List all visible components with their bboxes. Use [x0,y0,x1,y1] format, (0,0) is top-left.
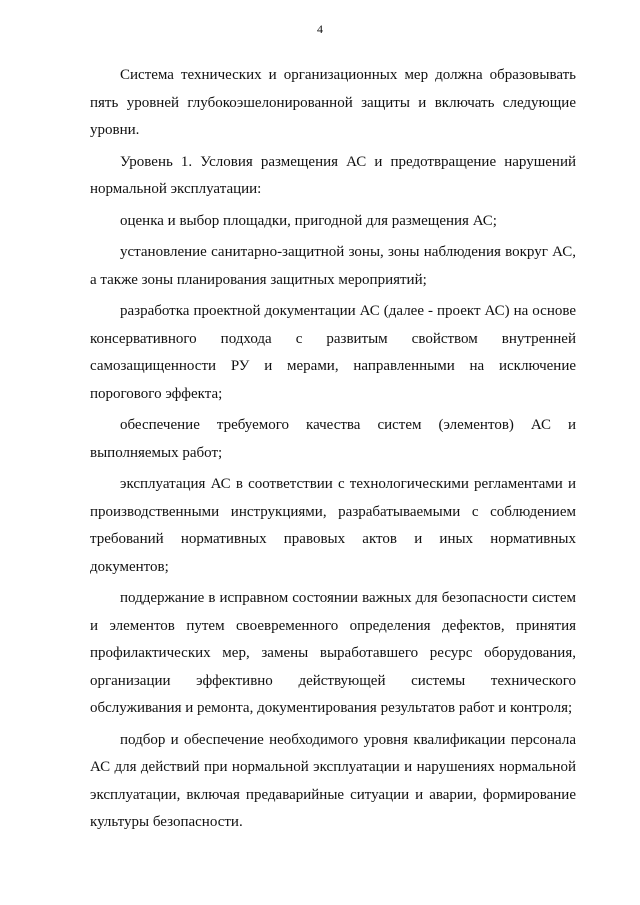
document-body [90,62,576,841]
paragraph-sanitary-zone: установление санитарно-защитной зоны, зоны наблюдения вокруг АС, а также зоны планирования защитных мероприятий; [90,244,576,288]
paragraph-intro: Система технических и организационных мер должна образовывать пять уровней глубокоэшелонированной защиты и включать следующие уровни. [90,67,576,138]
page-number: 4 [317,22,323,36]
paragraph-project-documentation: разработка проектной документации АС (далее - проект АС) на основе консервативного подхода с развитым свойством внутренней самозащищенности РУ и мерами, направленными на исключение порогового эффекта; [90,303,576,402]
paragraph-maintenance: поддержание в исправном состоянии важных для безопасности систем и элементов путем своевременного определения дефектов, принятия профилактических мер, замены выработавшего ресурс оборудования, организации эффективно действующей системы технического обслуживания и ремонта, документирования результатов работ и контроля; [90,590,576,716]
paragraph-level-1-heading: Уровень 1. Условия размещения АС и предотвращение нарушений нормальной эксплуатации: [90,153,576,197]
paragraph-personnel: подбор и обеспечение необходимого уровня квалификации персонала АС для действий при нормальной эксплуатации и нарушениях нормальной эксплуатации, включая предаварийные ситуации и аварии, формирование культуры безопасности. [90,731,576,830]
paragraph-quality-assurance: обеспечение требуемого качества систем (элементов) АС и выполняемых работ; [90,417,576,461]
paragraph-operation: эксплуатация АС в соответствии с технологическими регламентами и производственными инструкциями, разрабатываемыми с соблюдением требований нормативных правовых актов и иных нормативных документов; [90,476,576,575]
paragraph-site-selection: оценка и выбор площадки, пригодной для размещения АС; [120,212,497,229]
